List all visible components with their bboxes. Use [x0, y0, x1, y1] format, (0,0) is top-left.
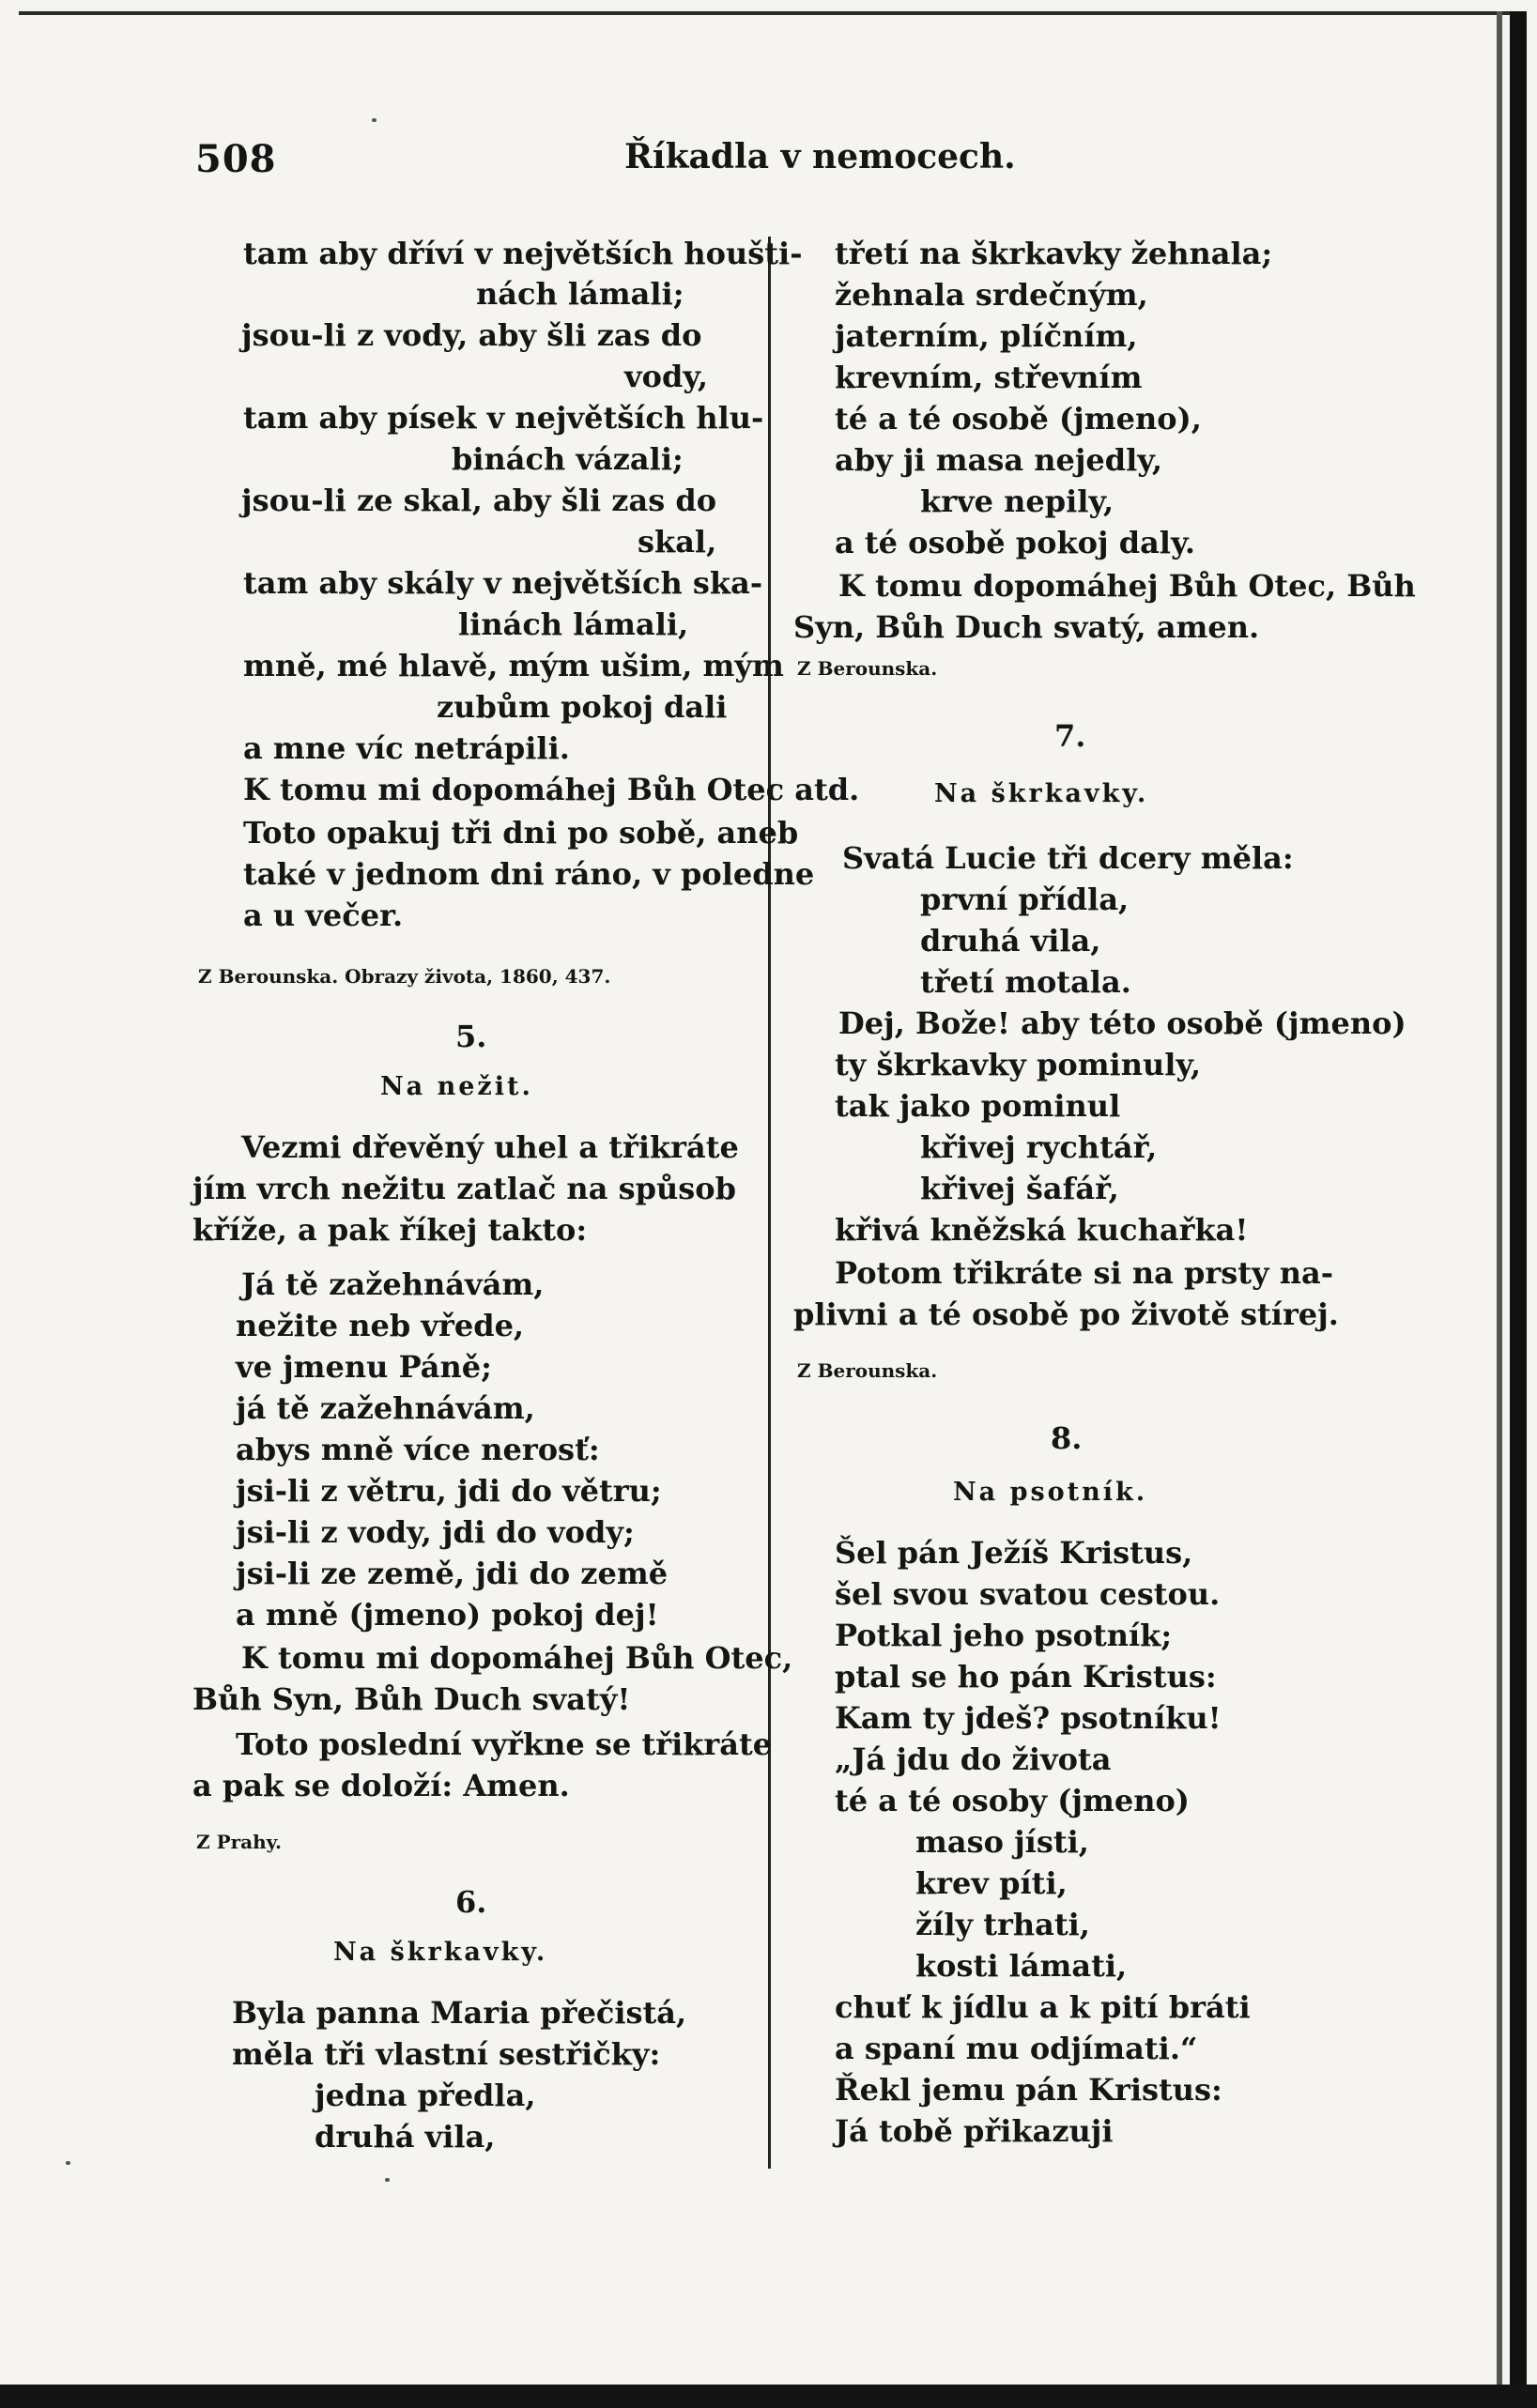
text-line: plivni a té osobě po životě stírej.	[793, 1296, 1339, 1332]
text-line: Já tě zažehnávám,	[241, 1266, 545, 1302]
page-top-edge	[19, 11, 1516, 15]
text-line: tam aby skály v největších ska-	[243, 565, 763, 601]
text-line: jsi-li z vody, jdi do vody;	[236, 1514, 635, 1550]
text-line: mně, mé hlavě, mým ušim, mým	[243, 648, 784, 683]
section-number: 7.	[1054, 718, 1086, 754]
text-line: třetí na škrkavky žehnala;	[835, 236, 1273, 271]
text-line: Kam ty jdeš? psotníku!	[835, 1700, 1222, 1736]
text-line: žehnala srdečným,	[835, 277, 1148, 313]
text-line: a pak se doloží: Amen.	[192, 1768, 570, 1803]
text-line: kříže, a pak říkej takto:	[192, 1212, 588, 1248]
text-line: křivá kněžská kuchařka!	[835, 1212, 1249, 1248]
column-divider	[768, 237, 771, 2169]
text-line: a spaní mu odjímati.“	[835, 2031, 1198, 2066]
text-line: křivej šafář,	[920, 1171, 1119, 1206]
text-line: Já tobě přikazuji	[835, 2113, 1114, 2149]
text-line: krve nepily,	[920, 483, 1114, 519]
text-line: a té osobě pokoj daly.	[835, 525, 1196, 560]
text-line: nách lámali;	[476, 276, 684, 312]
text-line: Řekl jemu pán Kristus:	[835, 2072, 1222, 2108]
text-line: Toto poslední vyřkne se třikráte	[236, 1726, 773, 1762]
text-line: já tě zažehnávám,	[236, 1390, 535, 1426]
text-line: linách lámali,	[458, 606, 689, 642]
text-line: tam aby dříví v největších houšti-	[243, 236, 803, 271]
text-line: zubům pokoj dali	[437, 689, 728, 725]
text-line: první přídla,	[920, 882, 1130, 917]
source-citation: Z Berounska. Obrazy života, 1860, 437.	[198, 965, 611, 988]
text-line: té a té osoby (jmeno)	[835, 1783, 1190, 1818]
text-line: jsi-li ze země, jdi do země	[236, 1556, 669, 1591]
text-line: Byla panna Maria přečistá,	[232, 1995, 687, 2031]
text-line: krevním, střevním	[835, 360, 1143, 395]
section-title: Na nežit.	[380, 1072, 533, 1101]
text-line: skal,	[638, 524, 717, 560]
text-line: ptal se ho pán Kristus:	[835, 1659, 1217, 1695]
text-line: druhá vila,	[315, 2119, 496, 2155]
section-title: Na psotník.	[953, 1478, 1148, 1507]
page-bottom-edge	[0, 2385, 1537, 2408]
text-line: Potkal jeho psotník;	[835, 1618, 1173, 1653]
print-speck	[66, 2161, 70, 2165]
text-line: vody,	[624, 359, 708, 394]
source-citation: Z Berounska.	[797, 1359, 938, 1382]
text-line: jsi-li z větru, jdi do větru;	[236, 1473, 662, 1509]
print-speck	[385, 2178, 390, 2182]
section-title: Na škrkavky.	[934, 779, 1149, 808]
section-number: 5.	[455, 1019, 487, 1054]
text-line: tak jako pominul	[835, 1088, 1121, 1124]
text-line: jsou-li z vody, aby šli zas do	[241, 317, 702, 353]
text-line: K tomu mi dopomáhej Bůh Otec atd.	[243, 772, 860, 807]
page-right-edge	[1510, 11, 1527, 2405]
page-header	[0, 137, 1537, 193]
page-number: 508	[195, 137, 277, 181]
print-speck	[372, 118, 377, 122]
text-line: ve jmenu Páně;	[236, 1349, 492, 1385]
text-line: aby ji masa nejedly,	[835, 442, 1162, 478]
text-line: jaterním, plíčním,	[835, 318, 1138, 354]
text-line: krev píti,	[915, 1865, 1068, 1901]
text-line: K tomu mi dopomáhej Bůh Otec,	[241, 1640, 793, 1676]
page-right-shadow	[1497, 11, 1502, 2405]
text-line: třetí motala.	[920, 964, 1131, 1000]
text-line: jsou-li ze skal, aby šli zas do	[241, 483, 717, 518]
text-line: maso jísti,	[915, 1824, 1089, 1860]
text-line: abys mně více nerosť:	[236, 1432, 600, 1467]
text-line: Potom třikráte si na prsty na-	[835, 1255, 1334, 1291]
text-line: té a té osobě (jmeno),	[835, 401, 1202, 437]
text-line: Toto opakuj tři dni po sobě, aneb	[243, 815, 799, 851]
text-line: a u večer.	[243, 897, 404, 933]
text-line: druhá vila,	[920, 923, 1101, 959]
text-line: a mne víc netrápili.	[243, 730, 570, 766]
source-citation: Z Berounska.	[797, 657, 938, 680]
text-line: binách vázali;	[452, 441, 684, 477]
text-line: Dej, Bože! aby této osobě (jmeno)	[838, 1005, 1406, 1041]
section-number: 8.	[1051, 1420, 1083, 1456]
text-line: také v jednom dni ráno, v poledne	[243, 856, 815, 892]
text-line: šel svou svatou cestou.	[835, 1576, 1221, 1612]
text-line: K tomu dopomáhej Bůh Otec, Bůh	[838, 568, 1416, 604]
text-line: Vezmi dřevěný uhel a třikráte	[241, 1129, 739, 1165]
text-line: chuť k jídlu a k pití bráti	[835, 1989, 1251, 2025]
source-citation: Z Prahy.	[196, 1831, 282, 1853]
text-line: nežite neb vřede,	[236, 1308, 525, 1343]
text-line: jedna předla,	[315, 2078, 536, 2113]
text-line: Bůh Syn, Bůh Duch svatý!	[192, 1681, 631, 1717]
text-line: tam aby písek v největších hlu-	[243, 400, 764, 436]
text-line: Svatá Lucie tři dcery měla:	[842, 840, 1294, 876]
running-head: Říkadla v nemocech.	[624, 137, 1016, 176]
text-line: a mně (jmeno) pokoj dej!	[236, 1597, 659, 1633]
text-line: křivej rychtář,	[920, 1129, 1158, 1165]
text-line: „Já jdu do života	[835, 1741, 1112, 1777]
text-line: Syn, Bůh Duch svatý, amen.	[793, 609, 1260, 645]
section-title: Na škrkavky.	[333, 1938, 548, 1967]
section-number: 6.	[455, 1884, 487, 1920]
text-line: ty škrkavky pominuly,	[835, 1047, 1202, 1082]
text-line: jím vrch nežitu zatlač na spůsob	[192, 1171, 736, 1206]
text-line: žíly trhati,	[915, 1907, 1090, 1942]
text-line: měla tři vlastní sestřičky:	[232, 2036, 661, 2072]
text-line: Šel pán Ježíš Kristus,	[835, 1535, 1193, 1571]
text-line: kosti lámati,	[915, 1948, 1128, 1984]
